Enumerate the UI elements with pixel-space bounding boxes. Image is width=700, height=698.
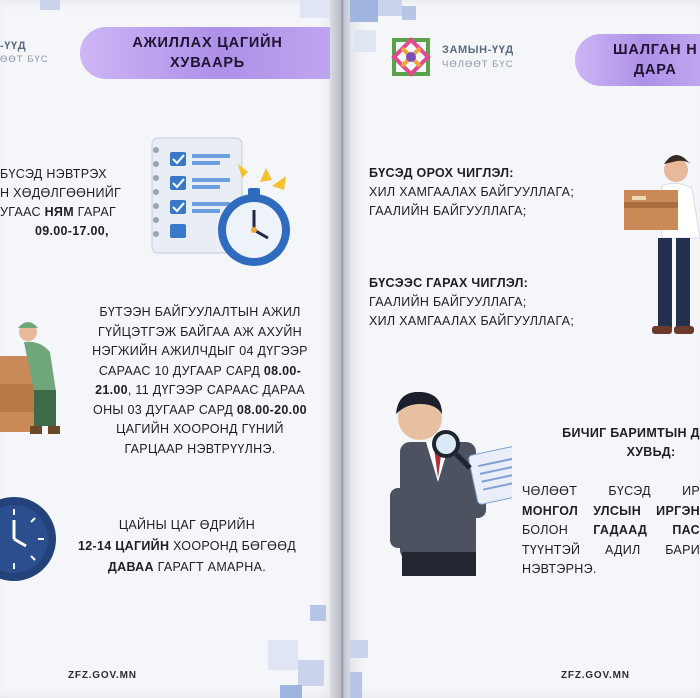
text-line: ЦАГИЙН ХООРОНД ГҮНИЙ	[116, 422, 284, 436]
decor-square	[298, 660, 324, 686]
delivery-man-illustration	[622, 150, 700, 345]
text-line: 12-14 ЦАГИЙН ХООРОНД БӨГӨӨД	[78, 539, 296, 553]
decor-square	[40, 0, 60, 10]
knot-logo-icon	[390, 36, 432, 78]
lunch-break-text	[62, 515, 312, 578]
text-line: БҮТЭЭН БАЙГУУЛАЛТЫН АЖИЛ	[99, 305, 301, 319]
footer-website[interactable]: ZFZ.GOV.MN	[561, 670, 630, 681]
text-line: Н ХӨДӨЛГӨӨНИЙГ	[0, 186, 122, 200]
text-line: ГҮЙЦЭТГЭЖ БАЙГАА АЖ АХУЙН	[98, 324, 302, 339]
worker-carrying-boxes-illustration	[0, 318, 70, 443]
logo-subtitle: ЧӨЛӨӨТ БҮС	[442, 59, 514, 70]
text-line: БИЧИГ БАРИМТЫН Д	[562, 426, 700, 440]
decor-square	[310, 605, 326, 621]
logo-name: ЗАМЫН-ҮҮД	[442, 44, 514, 56]
decor-square	[350, 0, 378, 22]
documents-text	[522, 482, 700, 580]
header-line-1: АЖИЛЛАХ ЦАГИЙН	[132, 35, 283, 51]
decor-square	[350, 672, 362, 698]
text-line: САРААС 10 ДУГААР САРД 08.00-	[98, 363, 302, 378]
text-line: ТҮҮНТЭЙ АДИЛ БАРИ	[522, 542, 700, 557]
logo-subtitle: ӨӨТ БҮС	[0, 54, 49, 65]
text-line: 21.00, 11 ДҮГЭЭР САРААС ДАРАА	[95, 383, 305, 397]
checklist-clock-illustration	[142, 132, 302, 272]
header-line-1: ШАЛГАН Н	[613, 42, 698, 58]
text-line: ДАВАА ГАРАГТ АМАРНА.	[107, 560, 267, 574]
header-line-2: ДАРА	[633, 62, 677, 78]
text-line: ОНЫ 03 ДУГААР САРД 08.00-20.00	[93, 402, 307, 417]
zamiin-uud-logo	[390, 36, 514, 78]
text-line: ХУВЬД:	[626, 445, 676, 459]
header-line-2: ХУВААРЬ	[169, 55, 246, 71]
inspector-with-magnifier-illustration	[372, 392, 512, 582]
logo-left	[0, 40, 49, 65]
text-line: НЭГЖИЙН АЖИЛЧДЫГ 04 ДҮГЭЭР	[92, 344, 308, 358]
text-line: БҮСЭД НЭВТРЭХ	[0, 167, 107, 181]
exit-direction-title: БҮСЭЭС ГАРАХ ЧИГЛЭЛ:	[369, 276, 529, 290]
text-line: ЦАЙНЫ ЦАГ ӨДРИЙН	[118, 518, 256, 532]
decor-square	[378, 0, 402, 16]
schedule-header	[80, 27, 335, 79]
text-line: ГААЛИЙН БАЙГУУЛЛАГА;	[369, 204, 527, 218]
inspection-header	[575, 34, 700, 86]
text-line: МОНГОЛ УЛСЫН ИРГЭН	[522, 503, 700, 518]
text-line: ГАРЦААР НЭВТРҮҮЛНЭ.	[124, 441, 276, 456]
text-line: ЧӨЛӨӨТ БҮСЭД ИР	[522, 484, 700, 498]
decor-square	[268, 640, 298, 670]
construction-hours-text	[75, 303, 325, 459]
decor-square	[280, 685, 302, 698]
exit-direction	[369, 274, 609, 331]
text-line: 09.00-17.00,	[35, 224, 109, 238]
text-line: НЭВТЭРНЭ.	[522, 562, 597, 576]
text-line: УГААС НЯМ ГАРАГ	[0, 205, 117, 219]
wall-clock-icon	[0, 496, 60, 582]
entry-direction-title: БҮСЭД ОРОХ ЧИГЛЭЛ:	[369, 166, 514, 180]
decor-square	[350, 640, 368, 658]
entry-hours-text	[0, 165, 135, 241]
text-line: ГААЛИЙН БАЙГУУЛЛАГА;	[369, 295, 527, 309]
left-page	[0, 0, 335, 698]
decor-square	[354, 30, 376, 52]
text-line: ХИЛ ХАМГААЛАХ БАЙГУУЛЛАГА;	[369, 314, 575, 328]
logo-name: -ҮҮД	[0, 40, 27, 52]
decor-square	[300, 0, 330, 18]
right-page	[350, 0, 700, 698]
decor-square	[402, 6, 416, 20]
entry-direction	[369, 164, 609, 221]
footer-website[interactable]: ZFZ.GOV.MN	[68, 670, 137, 681]
text-line: БОЛОН ГАДААД ПАС	[522, 523, 700, 537]
documents-title	[546, 424, 700, 462]
text-line: ХИЛ ХАМГААЛАХ БАЙГУУЛЛАГА;	[369, 185, 575, 199]
